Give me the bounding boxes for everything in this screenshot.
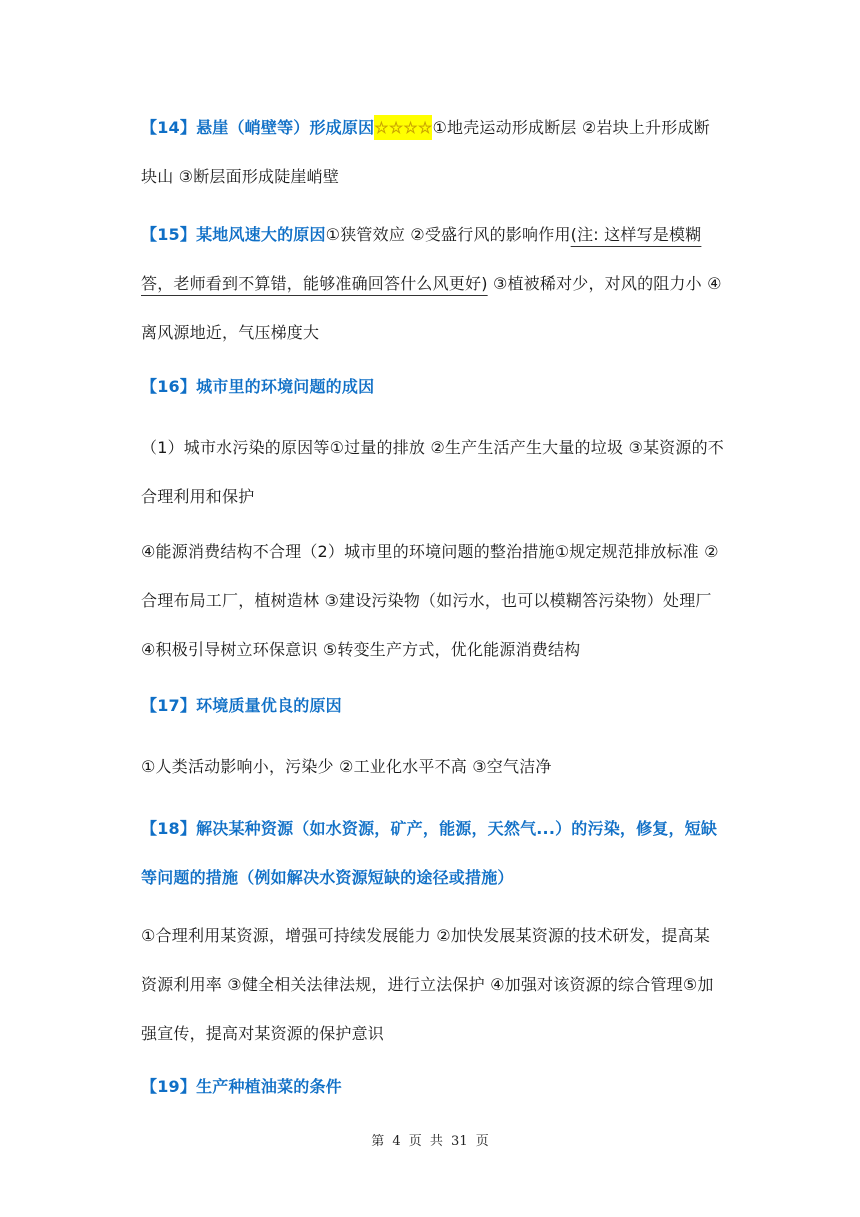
section-15-body-a: ①狭管效应 ②受盛行风的影响作用 <box>325 225 571 244</box>
section-15-body-b: ③植被稀对少，对风的阻力小 ④离风源地近，气压梯度大 <box>141 274 722 342</box>
importance-stars: ☆☆☆☆ <box>374 115 432 140</box>
section-19-heading: 【19】生产种植油菜的条件 <box>141 1077 342 1096</box>
section-18-heading: 【18】解决某种资源（如水资源，矿产，能源，天然气...）的污染，修复，短缺等问题的措施（例如解决水资源短缺的途径或措施） <box>141 819 718 887</box>
section-15-note: (注: 这样写是模糊答，老师看到不算错，能够准确回答什么风更好) <box>141 225 702 293</box>
section-14-heading: 【14】悬崖（峭壁等）形成原因 <box>141 118 375 137</box>
page-number-footer: 第 4 页 共 31 页 <box>371 1134 489 1149</box>
section-16-paragraph-2: ④能源消费结构不合理（2）城市里的环境问题的整治措施①规定规范排放标准 ②合理布局工厂，植树造林 ③建设污染物（如污水，也可以模糊答污染物）处理厂 ④积极引导树立环保意识 ⑤转变生产方式，优化能源消费结构 <box>141 542 719 659</box>
section-14 <box>141 103 726 201</box>
section-18-body: ①合理利用某资源，增强可持续发展能力 ②加快发展某资源的技术研发，提高某资源利用率 ③健全相关法律法规，进行立法保护 ④加强对该资源的综合管理⑤加强宣传，提高对某资源的保护意识 <box>141 926 714 1043</box>
section-14-body: ①地壳运动形成断层 ②岩块上升形成断块山 ③断层面形成陡崖峭壁 <box>141 118 710 186</box>
section-16-paragraph-1: （1）城市水污染的原因等①过量的排放 ②生产生活产生大量的垃圾 ③某资源的不合理利用和保护 <box>141 438 724 506</box>
section-15-heading: 【15】某地风速大的原因 <box>141 225 326 244</box>
section-15 <box>141 210 726 357</box>
section-16-heading: 【16】城市里的环境问题的成因 <box>141 377 375 396</box>
section-17-heading: 【17】环境质量优良的原因 <box>141 696 342 715</box>
section-17-body: ①人类活动影响小，污染少 ②工业化水平不高 ③空气洁净 <box>141 757 552 776</box>
